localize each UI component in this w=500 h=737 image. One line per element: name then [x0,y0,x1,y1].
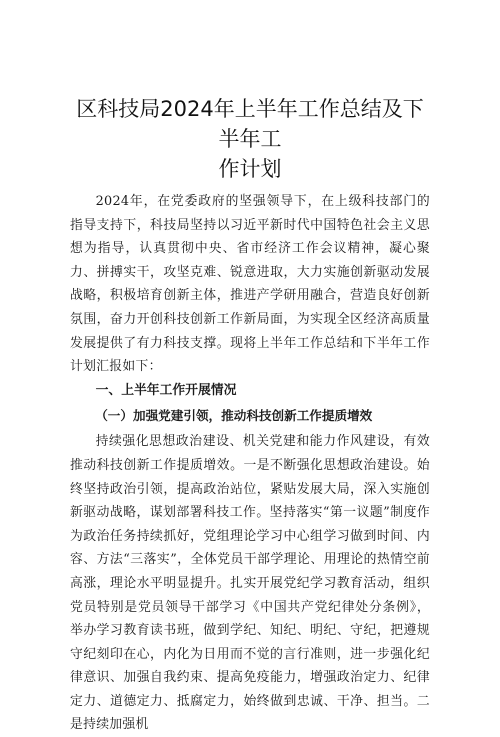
subsection-heading: （一）加强党建引领，推动科技创新工作提质增效 [95,408,373,424]
title-line-1: 区科技局2024年上半年工作总结及下半年工 [76,97,424,151]
intro-paragraph: 2024年，在党委政府的坚强领导下，在上级科技部门的指导支持下，科技局坚持以习近平新时代中国特色社会主义思想为指导，认真贯彻中央、省市经济工作会议精神，凝心聚力、拼搏实干，攻坚克难、锐意进取，大力实施创新驱动发展战略，积极培育创新主体，推进产学研用融合，营造良好创新氛围，奋力开创科技创新工作新局面，为实现全区经济高质量发展提供了有力科技支撑。现将上半年工作总结和下半年工作计划汇报如下： [70,194,430,375]
section-heading: 一、上半年工作开展情况 [95,382,237,398]
document-title [70,0,430,184]
title-line-2: 作计划 [218,157,282,181]
body-paragraph: 持续强化思想政治建设、机关党建和能力作风建设，有效推动科技创新工作提质增效。一是不断强化思想政治建设。始终坚持政治引领，提高政治站位，紧贴发展大局，深入实施创新驱动战略，谋划部署科技工作。坚持落实“第一议题”制度作为政治任务持续抓好，党组理论学习中心组学习做到时间、内容、方法“三落实”，全体党员干部学理论、用理论的热情空前高涨，理论水平明显提升。扎实开展党纪学习教育活动，组织党员特别是党员领导干部学习《中国共产党纪律处分条例》，举办学习教育读书班，做到学纪、知纪、明纪、守纪，把遵规守纪刻印在心，内化为日用而不觉的言行准则，进一步强化纪律意识、加强自我约束、提高免疫能力，增强政治定力、纪律定力、道德定力、抵腐定力，始终做到忠诚、干净、担当。二是持续加强机 [70,434,430,733]
